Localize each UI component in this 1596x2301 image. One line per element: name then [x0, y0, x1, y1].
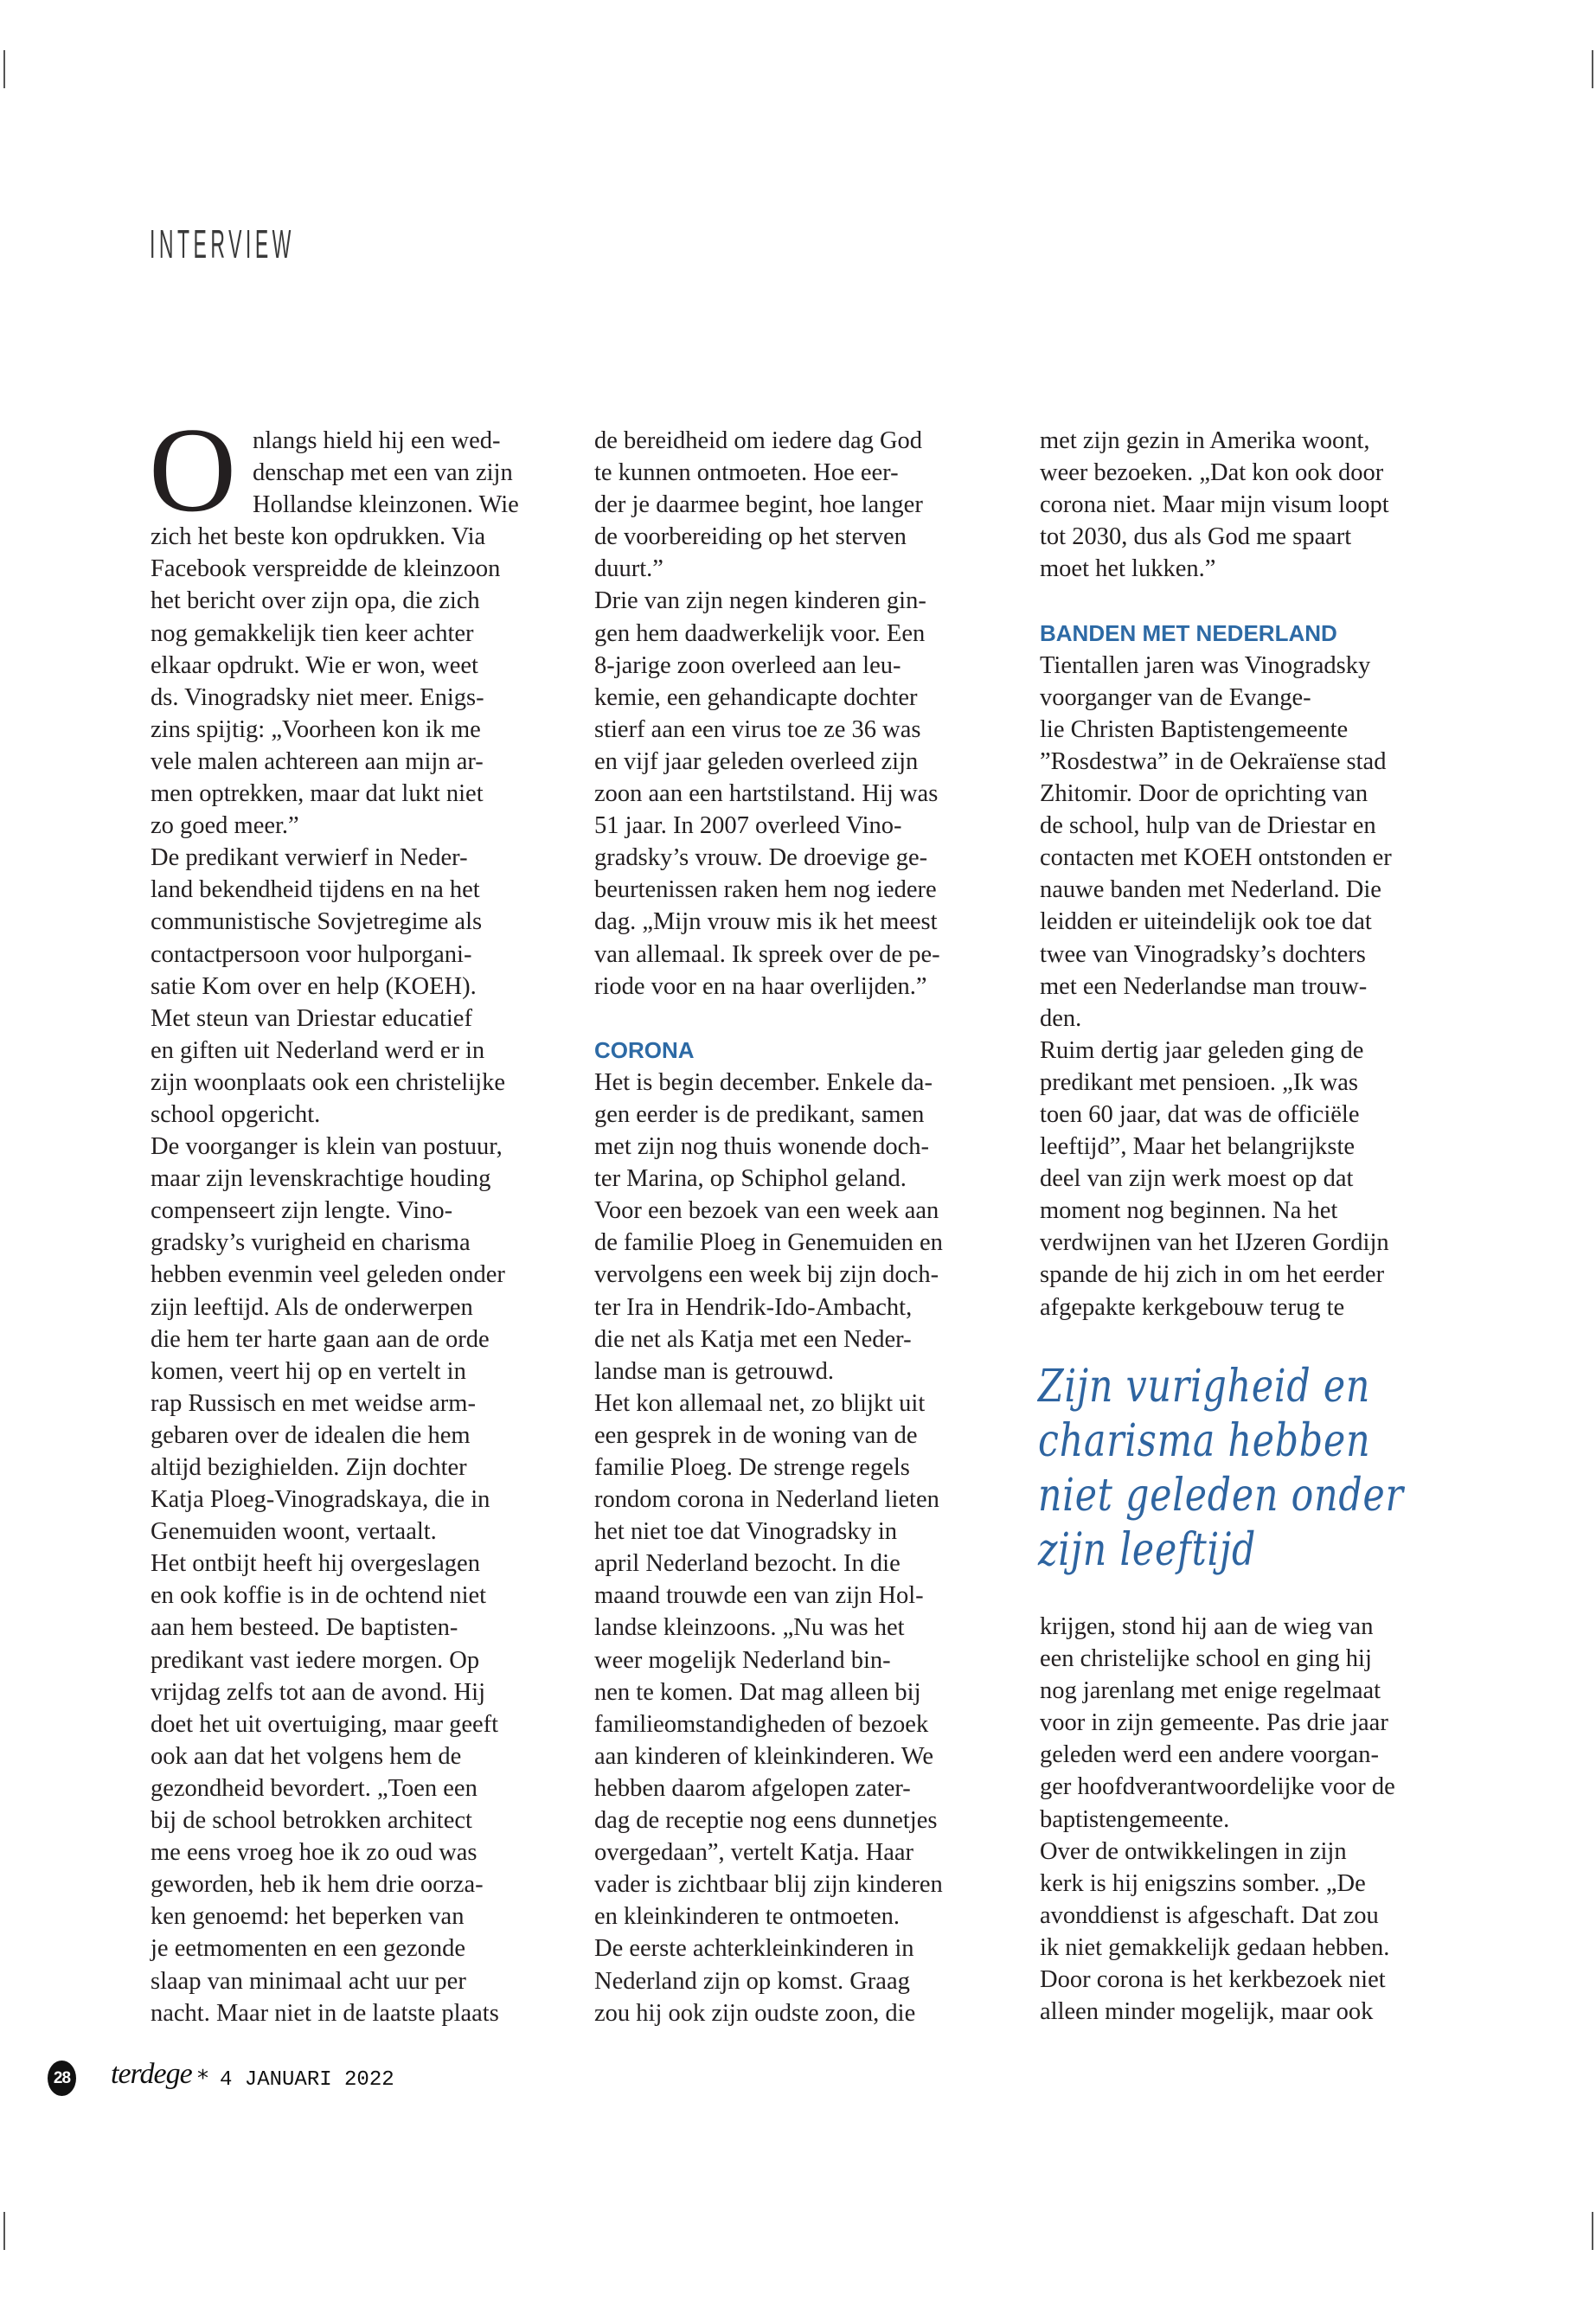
text-line: Hollandse kleinzonen. Wie [253, 491, 519, 519]
text-line: slaap van minimaal acht uur per [151, 1967, 466, 1995]
text-line: vader is zichtbaar blij zijn kinderen [594, 1871, 943, 1899]
text-line: familie Ploeg. De strenge regels [594, 1454, 910, 1481]
text-line: deel van zijn werk moest op dat [1040, 1165, 1354, 1193]
text-line: voorganger van de Evange- [1040, 683, 1311, 711]
text-line: baptistengemeente. [1040, 1805, 1230, 1833]
text-line: nacht. Maar niet in de laatste plaats [151, 1999, 499, 2027]
article-column-1 [149, 403, 566, 2029]
text-line: compenseert zijn lengte. Vino- [151, 1197, 453, 1225]
text-line: toen 60 jaar, dat was de officiële [1040, 1100, 1360, 1128]
text-line: me eens vroeg hoe ik zo oud was [151, 1839, 478, 1867]
text-line: de bereidheid om iedere dag God [594, 427, 923, 454]
text-line: aan hem besteed. De baptisten- [151, 1614, 458, 1642]
text-line: het niet toe dat Vinogradsky in [594, 1518, 897, 1546]
text-line: het bericht over zijn opa, die zich [151, 587, 480, 615]
text-line: bij de school betrokken architect [151, 1807, 472, 1835]
text-line: 51 jaar. In 2007 overleed Vino- [594, 812, 902, 840]
pull-quote-line: charisma hebben [1038, 1415, 1371, 1467]
text-line: corona niet. Maar mijn visum loopt [1040, 491, 1389, 519]
pull-quote-line: niet geleden onder [1038, 1470, 1404, 1522]
asterisk-separator-icon: * [197, 2066, 208, 2092]
text-line: contacten met KOEH ontstonden er [1040, 844, 1392, 872]
text-line: hebben daarom afgelopen zater- [594, 1774, 911, 1802]
text-line: met zijn nog thuis wonende doch- [594, 1133, 930, 1161]
crop-mark [1592, 2212, 1593, 2250]
text-line: kemie, een gehandicapte dochter [594, 683, 918, 711]
section-label: INTERVIEW [150, 221, 295, 266]
text-line: De predikant verwierf in Neder- [151, 844, 468, 872]
text-line: elkaar opdrukt. Wie er won, weet [151, 651, 478, 679]
text-line: Tientallen jaren was Vinogradsky [1040, 651, 1371, 679]
pull-quote-line: Zijn vurigheid en [1038, 1361, 1371, 1413]
text-line: gen hem daadwerkelijk voor. Een [594, 619, 926, 647]
text-line: hebben evenmin veel geleden onder [151, 1261, 505, 1289]
pull-quote [1038, 1360, 1404, 1578]
text-line: Drie van zijn negen kinderen gin- [594, 587, 926, 615]
text-line: weer mogelijk Nederland bin- [594, 1646, 891, 1674]
text-line: zijn woonplaats ook een christelijke [151, 1068, 505, 1096]
text-line: nauwe banden met Nederland. Die [1040, 876, 1381, 904]
text-line: nog jarenlang met enige regelmaat [1040, 1677, 1381, 1705]
text-line: ter Ira in Hendrik-Ido-Ambacht, [594, 1293, 913, 1321]
article-column-3-bottom [1040, 1611, 1455, 2028]
text-line: zoon aan een hartstilstand. Hij was [594, 780, 939, 808]
text-line: leeftijd”, Maar het belangrijkste [1040, 1133, 1356, 1161]
text-line: ds. Vinogradsky niet meer. Enigs- [151, 683, 484, 711]
text-line: je eetmomenten en een gezonde [151, 1935, 465, 1963]
text-line: verdwijnen van het IJzeren Gordijn [1040, 1229, 1389, 1257]
text-line: De eerste achterkleinkinderen in [594, 1935, 914, 1963]
text-line: kerk is hij enigszins somber. „De [1040, 1869, 1366, 1897]
text-line: aan kinderen of kleinkinderen. We [594, 1742, 934, 1770]
text-line: krijgen, stond hij aan de wieg van [1040, 1613, 1374, 1640]
text-line: en vijf jaar geleden overleed zijn [594, 747, 919, 775]
text-line: communistische Sovjetregime als [151, 908, 483, 936]
text-line: die hem ter harte gaan aan de orde [151, 1325, 490, 1353]
text-line: overgedaan”, vertelt Katja. Haar [594, 1839, 913, 1867]
text-line: predikant met pensioen. „Ik was [1040, 1068, 1359, 1096]
text-line: gradsky’s vurigheid en charisma [151, 1229, 471, 1257]
text-line: 8-jarige zoon overleed aan leu- [594, 651, 901, 679]
text-line: land bekendheid tijdens en na het [151, 876, 480, 904]
text-line: nog gemakkelijk tien keer achter [151, 619, 474, 647]
text-line: de voorbereiding op het sterven [594, 523, 907, 551]
text-line: contactpersoon voor hulporgani- [151, 940, 472, 968]
text-line: ook aan dat het volgens hem de [151, 1742, 462, 1770]
text-line: gradsky’s vrouw. De droevige ge- [594, 844, 928, 872]
text-line: weer bezoeken. „Dat kon ook door [1040, 459, 1384, 487]
text-line: ik niet gemakkelijk gedaan hebben. [1040, 1933, 1390, 1961]
text-line: met een Nederlandse man trouw- [1040, 972, 1368, 1000]
text-line: gezondheid bevordert. „Toen een [151, 1774, 478, 1802]
text-line: Door corona is het kerkbezoek niet [1040, 1966, 1386, 1994]
text-line: twee van Vinogradsky’s dochters [1040, 940, 1366, 968]
text-line: zo goed meer.” [151, 812, 299, 840]
text-line: leidden er uiteindelijk ook toe dat [1040, 908, 1372, 936]
text-line: zins spijtig: „Voorheen kon ik me [151, 715, 481, 743]
text-line: zou hij ook zijn oudste zoon, die [594, 1999, 916, 2027]
crop-mark [3, 2212, 5, 2250]
text-line: beurtenissen raken hem nog iedere [594, 876, 937, 904]
text-line: ”Rosdestwa” in de Oekraïense stad [1040, 747, 1387, 775]
text-line: Zhitomir. Door de oprichting van [1040, 780, 1368, 808]
text-line: een gesprek in de woning van de [594, 1421, 918, 1449]
text-line: school opgericht. [151, 1100, 321, 1128]
text-line: spande de hij zich in om het eerder [1040, 1261, 1385, 1289]
text-line: moet het lukken.” [1040, 555, 1216, 583]
text-line [1040, 585, 1455, 617]
text-line: predikant vast iedere morgen. Op [151, 1646, 480, 1674]
text-line: doet het uit overtuiging, maar geeft [151, 1710, 499, 1738]
text-line: vele malen achtereen aan mijn ar- [151, 747, 484, 775]
issue-date: 4 JANUARI 2022 [220, 2068, 394, 2092]
text-line: satie Kom over en help (KOEH). [151, 972, 477, 1000]
text-line: lie Christen Baptistengemeente [1040, 715, 1349, 743]
text-line: zijn leeftijd. Als de onderwerpen [151, 1293, 473, 1321]
text-line: ken genoemd: het beperken van [151, 1903, 465, 1931]
text-line: vrijdag zelfs tot aan de avond. Hij [151, 1678, 486, 1706]
text-line: de school, hulp van de Driestar en [1040, 812, 1376, 840]
text-line: duurt.” [594, 555, 663, 583]
text-line: Het ontbijt heeft hij overgeslagen [151, 1550, 480, 1578]
text-line: ger hoofdverantwoordelijke voor de [1040, 1773, 1395, 1801]
crop-mark [1592, 50, 1593, 88]
text-line: men optrekken, maar dat lukt niet [151, 780, 484, 808]
text-line: Voor een bezoek van een week aan [594, 1197, 939, 1225]
text-line: altijd bezighielden. Zijn dochter [151, 1454, 467, 1481]
article-column-2 [594, 425, 1010, 2029]
text-line: Ruim dertig jaar geleden ging de [1040, 1036, 1364, 1064]
magazine-logo: terdege [111, 2058, 192, 2090]
text-line: maand trouwde een van zijn Hol- [594, 1582, 924, 1610]
text-line: te kunnen ontmoeten. Hoe eer- [594, 459, 899, 487]
section-heading: BANDEN MET NEDERLAND [1040, 619, 1337, 646]
text-line: landse kleinzoons. „Nu was het [594, 1614, 905, 1642]
text-line: de familie Ploeg in Genemuiden en [594, 1229, 943, 1257]
text-line: nen te komen. Dat mag alleen bij [594, 1678, 921, 1706]
text-line: familieomstandigheden of bezoek [594, 1710, 929, 1738]
text-line: rap Russisch en met weidse arm- [151, 1389, 476, 1417]
article-column-3-top [1040, 425, 1455, 1324]
text-line: dag. „Mijn vrouw mis ik het meest [594, 908, 938, 936]
text-line: Facebook verspreidde de kleinzoon [151, 555, 501, 583]
text-line: vervolgens een week bij zijn doch- [594, 1261, 939, 1289]
text-line: ter Marina, op Schiphol geland. [594, 1165, 907, 1193]
text-line: afgepakte kerkgebouw terug te [1040, 1293, 1345, 1321]
text-line: en giften uit Nederland werd er in [151, 1036, 485, 1064]
text-line: en kleinkinderen te ontmoeten. [594, 1903, 900, 1931]
text-line: die net als Katja met een Neder- [594, 1325, 912, 1353]
text-line: Het kon allemaal net, zo blijkt uit [594, 1389, 926, 1417]
text-line: Katja Ploeg-Vinogradskaya, die in [151, 1486, 490, 1514]
drop-cap: O [149, 403, 237, 537]
page-number-badge: 28 [48, 2061, 76, 2096]
text-line: avonddienst is afgeschaft. Dat zou [1040, 1901, 1379, 1929]
text-line: zich het beste kon opdrukken. Via [151, 523, 486, 551]
section-heading: CORONA [594, 1036, 695, 1063]
text-line: geleden werd een andere voorgan- [1040, 1741, 1379, 1769]
text-line: april Nederland bezocht. In die [594, 1550, 901, 1578]
text-line: rondom corona in Nederland lieten [594, 1486, 939, 1514]
text-line: der je daarmee begint, hoe langer [594, 491, 923, 519]
text-line: van allemaal. Ik spreek over de pe- [594, 940, 940, 968]
text-line [594, 1003, 1010, 1035]
text-line: Nederland zijn op komst. Graag [594, 1967, 910, 1995]
text-line: De voorganger is klein van postuur, [151, 1133, 503, 1161]
text-line: den. [1040, 1004, 1082, 1032]
text-line: geworden, heb ik hem drie oorza- [151, 1871, 484, 1899]
text-line: denschap met een van zijn [253, 459, 513, 487]
text-line: gen eerder is de predikant, samen [594, 1100, 925, 1128]
crop-mark [3, 50, 5, 88]
text-line: Genemuiden woont, vertaalt. [151, 1518, 437, 1546]
text-line: een christelijke school en ging hij [1040, 1645, 1372, 1673]
text-line: alleen minder mogelijk, maar ook [1040, 1998, 1374, 2026]
text-line: gebaren over de idealen die hem [151, 1421, 471, 1449]
text-line: met zijn gezin in Amerika woont, [1040, 427, 1370, 454]
text-line: stierf aan een virus toe ze 36 was [594, 715, 921, 743]
text-line: moment nog beginnen. Na het [1040, 1197, 1338, 1225]
text-line: Met steun van Driestar educatief [151, 1004, 472, 1032]
pull-quote-line: zijn leeftijd [1038, 1524, 1257, 1576]
text-line: dag de receptie nog eens dunnetjes [594, 1807, 938, 1835]
text-line: Over de ontwikkelingen in zijn [1040, 1837, 1347, 1865]
text-line: Het is begin december. Enkele da- [594, 1068, 933, 1096]
text-line: nlangs hield hij een wed- [253, 427, 501, 454]
text-line: voor in zijn gemeente. Pas drie jaar [1040, 1709, 1388, 1737]
text-line: riode voor en na haar overlijden.” [594, 972, 927, 1000]
text-line: landse man is getrouwd. [594, 1357, 835, 1385]
text-line: en ook koffie is in de ochtend niet [151, 1582, 487, 1610]
text-line: komen, veert hij op en vertelt in [151, 1357, 466, 1385]
text-line: tot 2030, dus als God me spaart [1040, 523, 1352, 551]
text-line: maar zijn levenskrachtige houding [151, 1165, 491, 1193]
